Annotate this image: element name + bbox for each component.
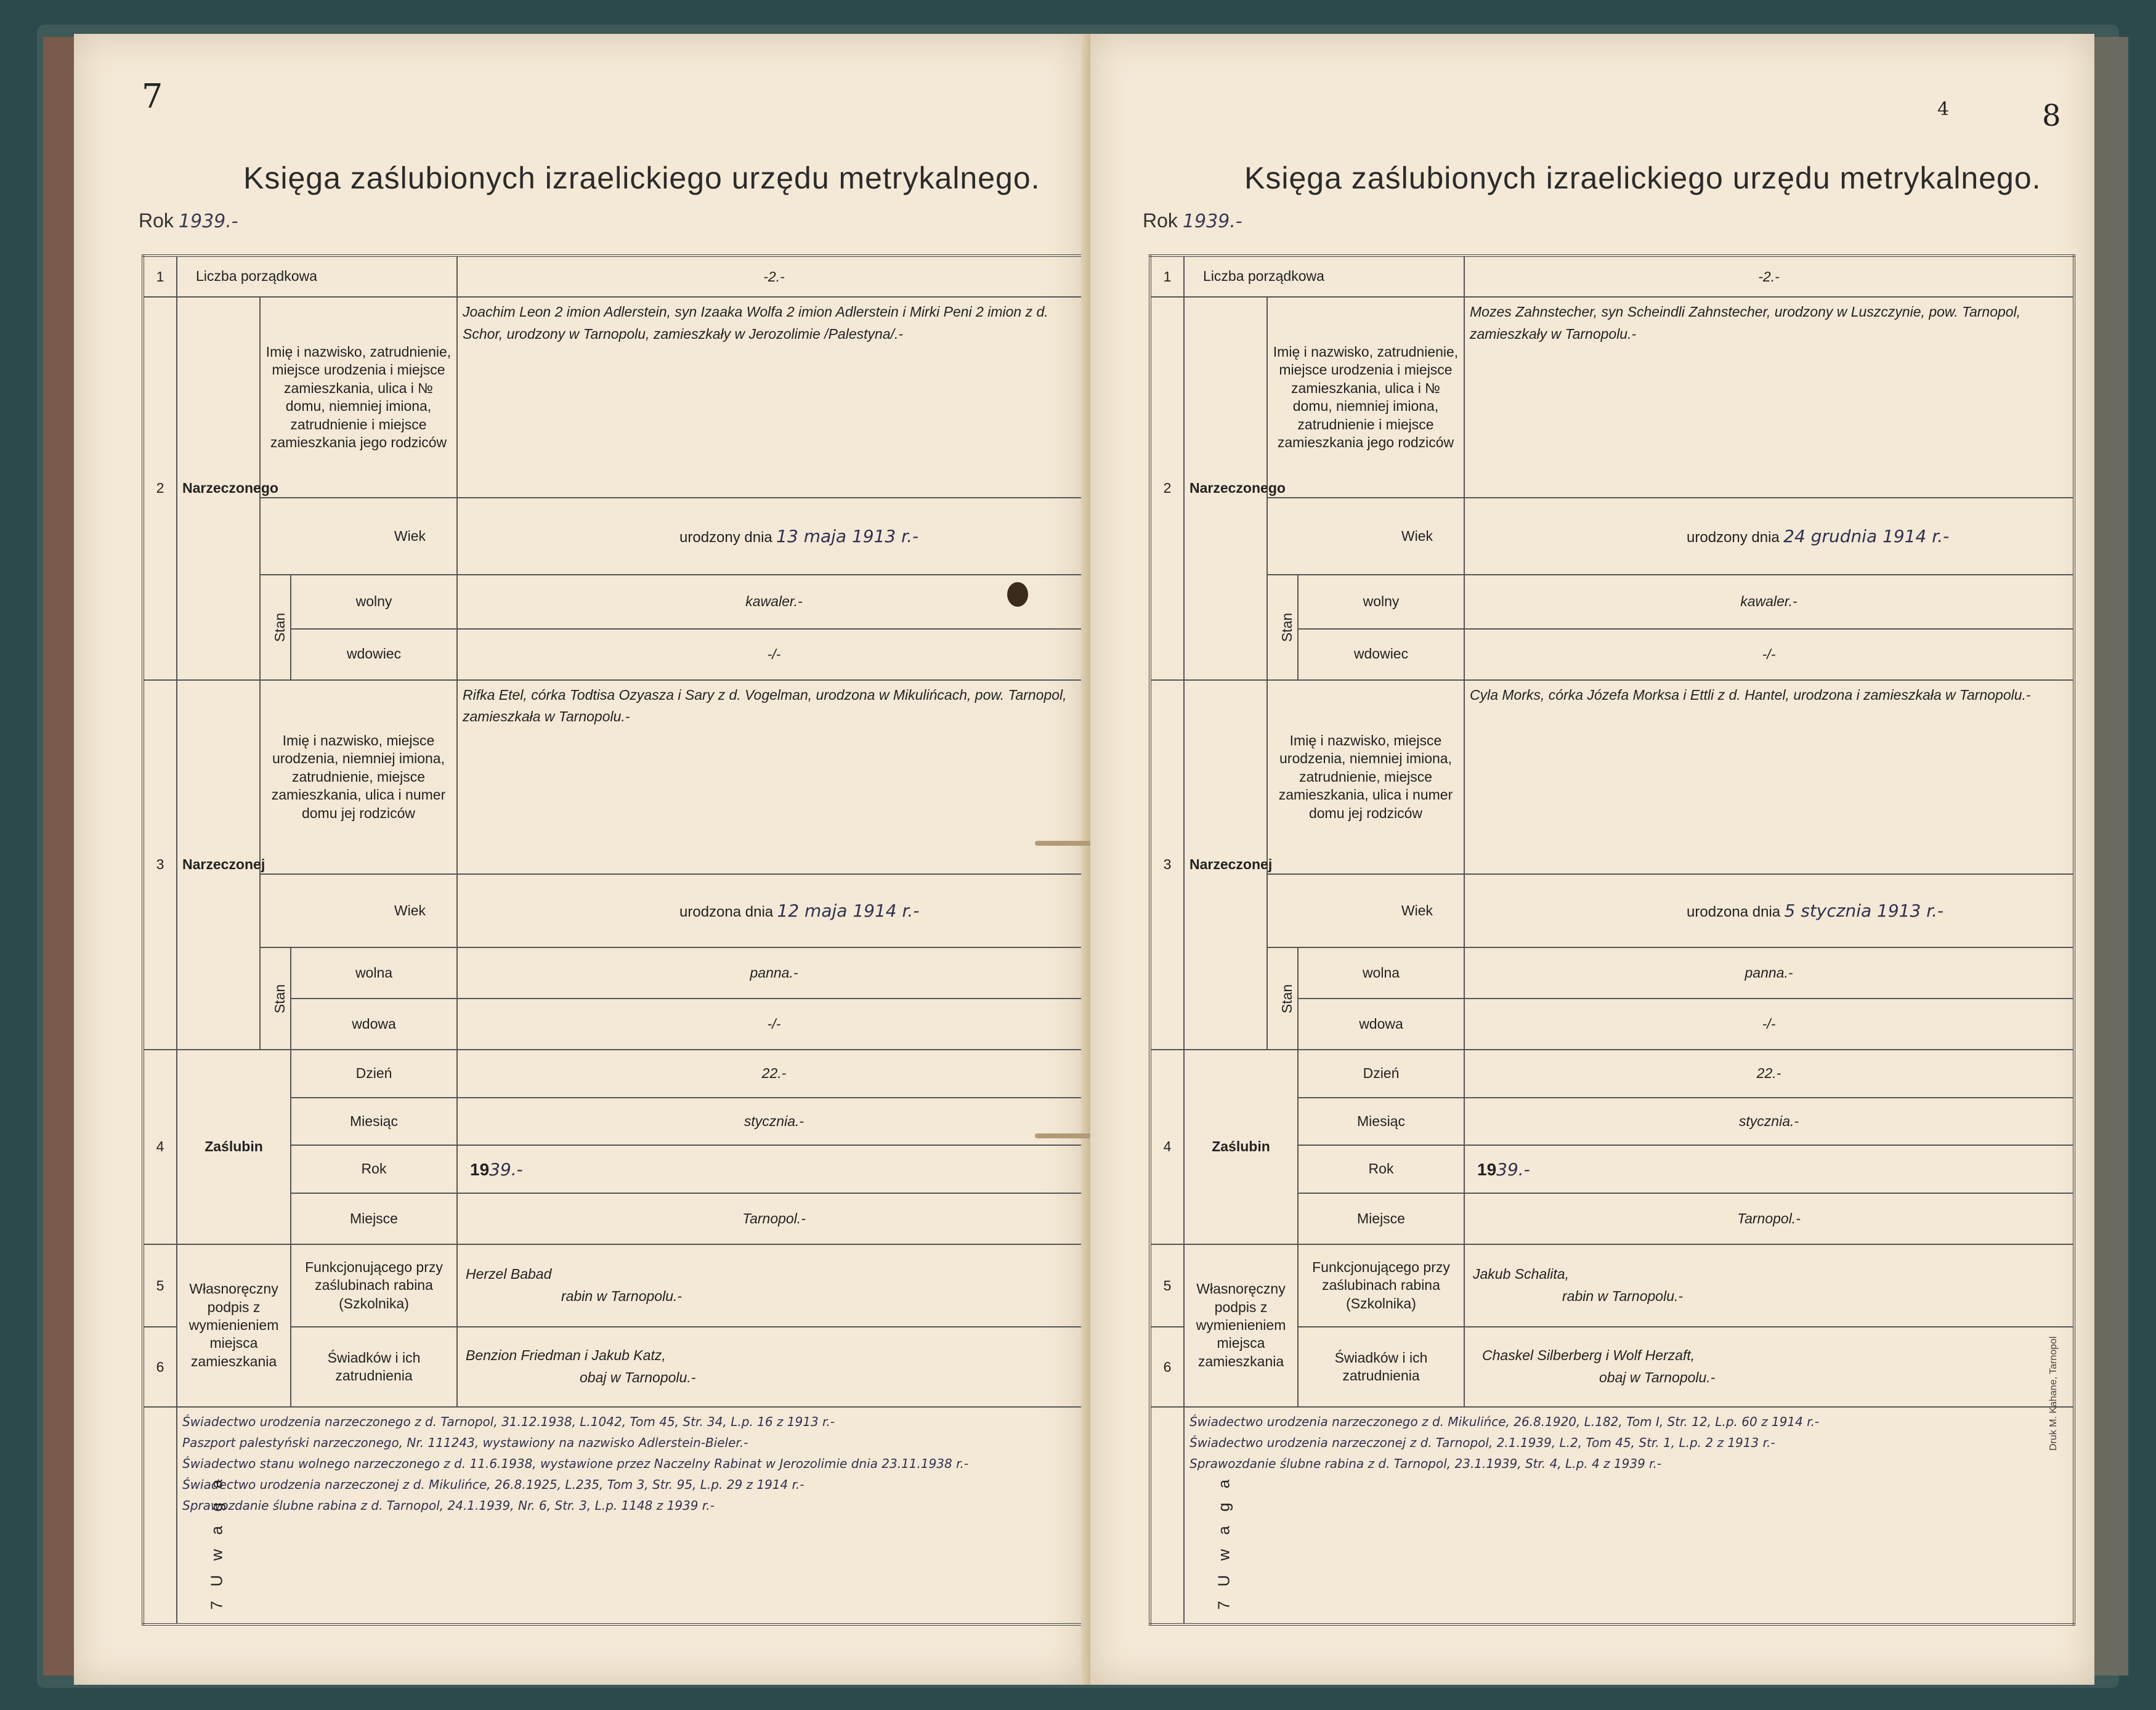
bride-wiek-label: Wiek [1267,874,1464,947]
groom-fields-label: Imię i nazwisko, zatrudnienie, miejsce urodzenia i miejsce zamieszkania, ulica i № domu, niemniej imiona, zatrudnienie i miejsce zamieszkania jego rodziców [1267,297,1464,498]
groom-wiek-label: Wiek [1267,498,1464,574]
wedding-year: 39.- [489,1159,523,1180]
wdowiec-label: wdowiec [1298,629,1464,680]
uwaga-label: 7 U w a g a [1150,1407,1184,1624]
miejsce-label: Miejsce [1298,1193,1464,1244]
wdowa-label: wdowa [1298,999,1464,1050]
swiadkow-label: Świadków i ich zatrudnienia [1298,1327,1464,1406]
bride-birth: 5 stycznia 1913 r.- [1784,901,1944,922]
groom-details: Joachim Leon 2 imion Adlerstein, syn Izaaka Wolfa 2 imion Adlerstein i Mirki Peni 2 imion z d. Schor, urodzony w Tarnopolu, zamieszkały w Jerozolimie /Palestyna/.- [457,297,1092,498]
uwaga-label: 7 U w a g a [143,1407,177,1624]
groom-wolny: kawaler.- [1464,575,2074,629]
bride-wolna: panna.- [1464,947,2074,999]
zaslubin-label: Zaślubin [1184,1050,1298,1244]
wdowiec-label: wdowiec [291,629,457,680]
groom-wdowiec: -/- [1464,629,2074,680]
right-page [1090,34,2094,1685]
wedding-month: stycznia.- [1464,1098,2074,1146]
wlasnoreczny-label: Własnoręczny podpis z wymienieniem miejsca zamieszkania [177,1244,291,1407]
page-title-right: Księga zaślubionych izraelickiego urzędu metrykalnego. [1244,161,2041,195]
urodzona-label: urodzona dnia [679,904,774,921]
register-table-right [1149,254,2075,1626]
bride-wolna: panna.- [457,947,1092,999]
wolna-label: wolna [1298,947,1464,999]
liczba-label: Liczba porządkowa [177,256,457,297]
witnesses-signature: Benzion Friedman i Jakub Katz, obaj w Tarnopolu.- [457,1327,1092,1406]
row-6-number: 6 [143,1327,177,1406]
row-4-number: 4 [143,1050,177,1244]
groom-fields-label: Imię i nazwisko, zatrudnienie, miejsce urodzenia i miejsce zamieszkania, ulica i № domu, niemniej imiona, zatrudnienie i miejsce zamieszkania jego rodziców [260,297,457,498]
liczba-value: -2.- [1464,256,2074,297]
miejsce-label: Miejsce [291,1193,457,1244]
row-1-number: 1 [1150,256,1184,297]
dzien-label: Dzień [1298,1050,1464,1098]
swiadkow-label: Świadków i ich zatrudnienia [291,1327,457,1406]
row-3-number: 3 [1150,680,1184,1050]
wolny-label: wolny [1298,575,1464,629]
year-print: 19 [470,1159,490,1179]
row-4-number: 4 [1150,1050,1184,1244]
row-5-number: 5 [143,1244,177,1327]
zaslubin-label: Zaślubin [177,1050,291,1244]
printer-imprint: Druk M. Kahane, Tarnopol [2048,1336,2059,1451]
year-print: 19 [1477,1159,1497,1179]
groom-details: Mozes Zahnstecher, syn Scheindli Zahnstecher, urodzony w Luszczynie, pow. Tarnopol, zamieszkały w Tarnopolu.- [1464,297,2074,498]
wedding-month: stycznia.- [457,1098,1092,1146]
miesiac-label: Miesiąc [291,1098,457,1146]
rabbi-signature: Jakub Schalita, rabin w Tarnopolu.- [1464,1244,2074,1327]
narzeczonego-label: Narzeczonego [1184,297,1267,679]
rok-label: Rok [291,1145,457,1193]
wedding-year: 39.- [1496,1159,1530,1180]
rok-label: Rok [1298,1145,1464,1193]
bride-birth: 12 maja 1914 r.- [777,901,920,922]
row-6-number: 6 [1150,1327,1184,1406]
row-3-number: 3 [143,680,177,1050]
rok-left: Rok 1939.- [139,209,238,232]
witnesses-signature: Chaskel Silberberg i Wolf Herzaft, obaj w Tarnopolu.- [1464,1327,2074,1406]
wlasnoreczny-label: Własnoręczny podpis z wymienieniem miejsca zamieszkania [1184,1244,1298,1407]
liczba-value: -2.- [457,256,1092,297]
bride-fields-label: Imię i nazwisko, miejsce urodzenia, niemniej imiona, zatrudnienie, miejsce zamieszkania, ulica i numer domu jej rodziców [260,680,457,875]
groom-stan-label: Stan [1267,575,1298,680]
bride-details: Rifka Etel, córka Todtisa Ozyasza i Sary z d. Vogelman, urodzona w Mikulińcach, pow. Tarnopol, zamieszkała w Tarnopolu.- [457,680,1092,875]
bride-details: Cyla Morks, córka Józefa Morksa i Ettli z d. Hantel, urodzona i zamieszkała w Tarnopolu.- [1464,680,2074,875]
right-page-edges [2091,37,2128,1676]
row-5-number: 5 [1150,1244,1184,1327]
row-2-number: 2 [143,297,177,679]
page-number-small: 4 [1937,99,1950,120]
groom-wdowiec: -/- [457,629,1092,680]
wdowa-label: wdowa [291,999,457,1050]
miesiac-label: Miesiąc [1298,1098,1464,1146]
narzeczonej-label: Narzeczonej [177,680,260,1050]
rabin-label: Funkcjonującego przy zaślubinach rabina (Szkolnika) [291,1244,457,1327]
groom-wiek-label: Wiek [260,498,457,574]
page-number-right: 8 [2042,99,2061,133]
page-title-left: Księga zaślubionych izraelickiego urzędu metrykalnego. [243,161,1040,195]
left-page [74,34,1084,1685]
bride-wdowa: -/- [1464,999,2074,1050]
bride-wdowa: -/- [457,999,1092,1050]
rabin-label: Funkcjonującego przy zaślubinach rabina (Szkolnika) [1298,1244,1464,1327]
wedding-day: 22.- [1464,1050,2074,1098]
wedding-place: Tarnopol.- [457,1193,1092,1244]
groom-stan-label: Stan [260,575,291,680]
bride-stan-label: Stan [260,947,291,1050]
wolna-label: wolna [291,947,457,999]
register-table-left [142,254,1093,1626]
bride-stan-label: Stan [1267,947,1298,1050]
bride-wiek-label: Wiek [260,874,457,947]
wedding-day: 22.- [457,1050,1092,1098]
groom-birth: 24 grudnia 1914 r.- [1783,526,1950,547]
wedding-place: Tarnopol.- [1464,1193,2074,1244]
dzien-label: Dzień [291,1050,457,1098]
uwaga-notes: Świadectwo urodzenia narzeczonego z d. Mikulińce, 26.8.1920, L.182, Tom I, Str. 12, L.p. 60 z 1914 r.- Świadectwo urodzenia narzeczonej z d. Tarnopol, 2.1.1939, L.2, Tom 45, Str. 1, L.p. 2 z 1913 r.- Sprawozdanie ślubne rabina z d. Tarnopol, 23.1.1939, Str. 4, L.p. 4 z 1939 r.- [1184,1407,2074,1624]
bride-fields-label: Imię i nazwisko, miejsce urodzenia, niemniej imiona, zatrudnienie, miejsce zamieszkania, ulica i numer domu jej rodziców [1267,680,1464,875]
rabbi-signature: Herzel Babad rabin w Tarnopolu.- [457,1244,1092,1327]
narzeczonej-label: Narzeczonej [1184,680,1267,1050]
wolny-label: wolny [291,575,457,629]
urodzony-label: urodzony dnia [679,529,772,546]
row-1-number: 1 [143,256,177,297]
page-number-left: 7 [142,77,163,116]
urodzony-label: urodzony dnia [1687,529,1780,546]
narzeczonego-label: Narzeczonego [177,297,260,679]
liczba-label: Liczba porządkowa [1184,256,1464,297]
groom-wolny: kawaler.- [457,575,1092,629]
urodzona-label: urodzona dnia [1687,904,1781,921]
groom-birth: 13 maja 1913 r.- [776,526,919,547]
row-2-number: 2 [1150,297,1184,679]
rok-right: Rok 1939.- [1143,209,1242,232]
uwaga-notes: Świadectwo urodzenia narzeczonego z d. Tarnopol, 31.12.1938, L.1042, Tom 45, Str. 34, L.p. 16 z 1913 r.- Paszport palestyński narzeczonego, Nr. 111243, wystawiony na nazwisko Adlerstein-Bieler.- Świadectwo stanu wolnego narzeczonego z d. 11.6.1938, wystawione przez Naczelny Rabinat w Jerozolimie dnia 23.11.1938 r.- Świadectwo urodzenia narzeczonej z d. Mikulińce, 26.8.1925, L.235, Tom 3, Str. 95, L.p. 29 z 1914 r.- Sprawozdanie ślubne rabina z d. Tarnopol, 24.1.1939, Nr. 6, Str. 3, L.p. 1148 z 1939 r.- [177,1407,1092,1624]
binding-hole [1007,582,1028,607]
